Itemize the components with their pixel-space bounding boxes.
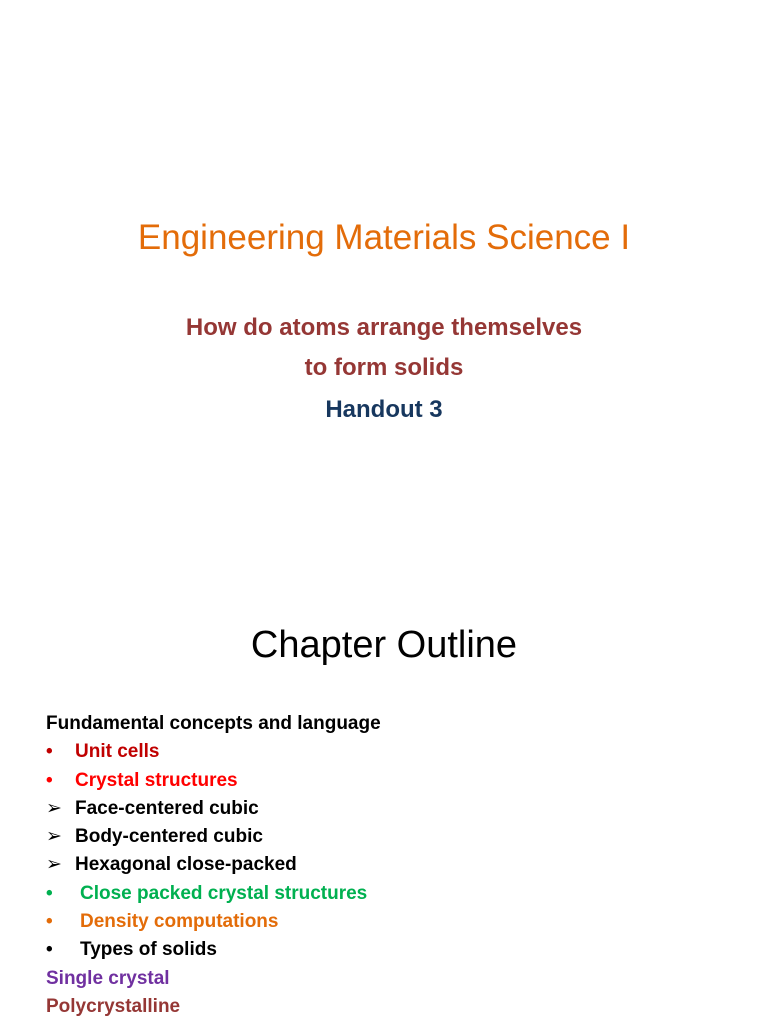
handout-label: Handout 3: [325, 396, 443, 423]
bullet-icon: •: [46, 882, 53, 904]
outline-item-hcp: [46, 851, 746, 879]
outline-item-fcc: [46, 795, 746, 823]
subtitle-line-1: How do atoms arrange themselves: [185, 314, 583, 341]
slide-title: Engineering Materials Science I: [137, 218, 631, 257]
outline-item-crystal-structures: [46, 767, 746, 795]
outline-item-text: Unit cells: [75, 741, 160, 763]
bullet-icon: •: [46, 741, 53, 763]
subtitle-line-2: to form solids: [304, 354, 464, 381]
outline-item-text: Polycrystalline: [46, 995, 181, 1017]
outline-item-types-of-solids: [46, 936, 746, 964]
bullet-icon: •: [46, 939, 53, 961]
outline-item-text: Density computations: [80, 911, 279, 933]
outline-list: [46, 710, 746, 1021]
outline-item-text: Fundamental concepts and language: [46, 713, 381, 734]
outline-item-polycrystalline: [46, 993, 746, 1021]
slide-subtitle: [0, 308, 768, 388]
arrow-bullet-icon: ➢: [46, 854, 62, 876]
outline-item-close-packed: [46, 880, 746, 908]
outline-slide: [0, 600, 768, 1024]
outline-item-text: Hexagonal close-packed: [75, 854, 297, 876]
outline-item-text: Types of solids: [80, 939, 217, 961]
outline-item-text: Close packed crystal structures: [80, 882, 368, 904]
outline-item-text: Crystal structures: [75, 769, 238, 791]
outline-item-bcc: [46, 823, 746, 851]
outline-title: Chapter Outline: [250, 624, 518, 666]
arrow-bullet-icon: ➢: [46, 826, 62, 848]
arrow-bullet-icon: ➢: [46, 797, 62, 819]
outline-item-text: Body-centered cubic: [75, 826, 263, 848]
outline-item-single-crystal: [46, 965, 746, 993]
outline-item-unit-cells: [46, 738, 746, 766]
outline-item-text: Single crystal: [46, 967, 170, 989]
outline-item-density: [46, 908, 746, 936]
bullet-icon: •: [46, 769, 53, 791]
outline-item-fundamentals: [46, 710, 746, 738]
outline-item-text: Face-centered cubic: [75, 797, 259, 819]
bullet-icon: •: [46, 911, 53, 933]
